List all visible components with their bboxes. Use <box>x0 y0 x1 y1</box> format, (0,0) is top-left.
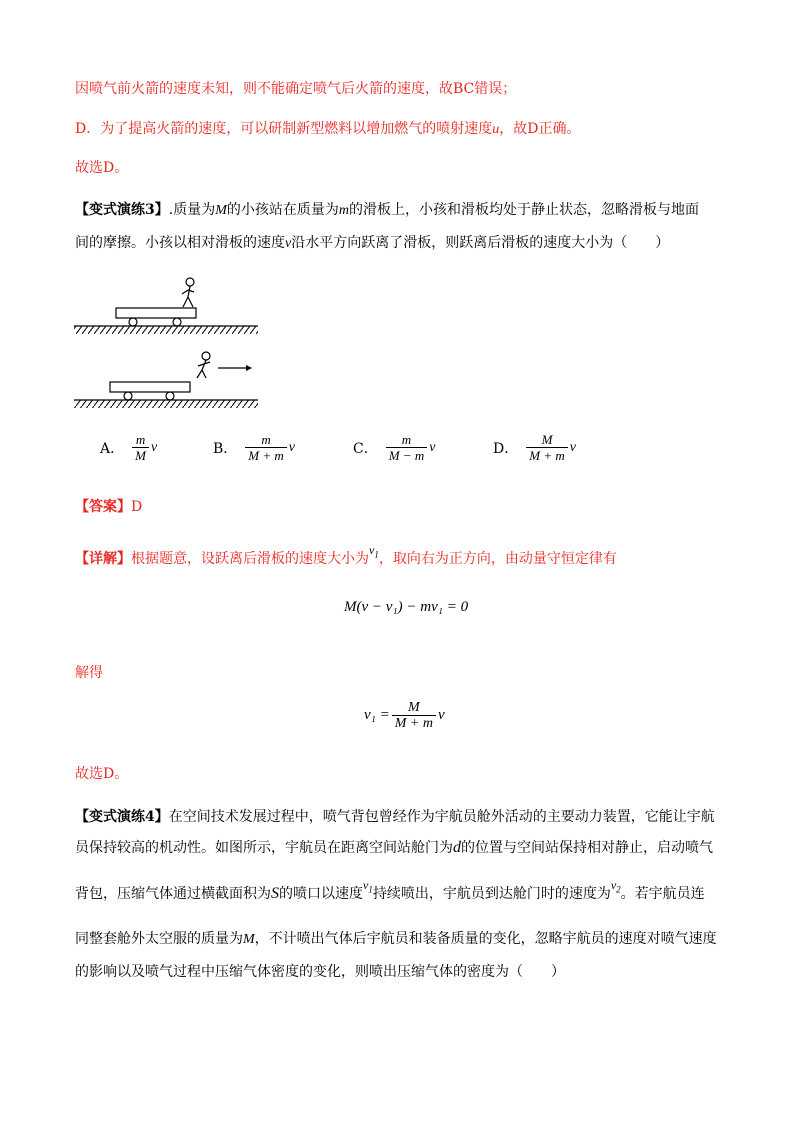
option-c[interactable] <box>353 432 435 463</box>
var-d: d <box>453 839 461 856</box>
explanation-line-2-text: D．为了提高火箭的速度，可以研制新型燃料以增加燃气的喷射速度 <box>75 121 493 137</box>
var-v1 <box>369 543 379 560</box>
denominator: M + m <box>392 715 436 731</box>
q4-text-1: 在空间技术发展过程中，喷气背包曾经作为宇航员舱外活动的主要动力装置，它能让宇航 <box>168 809 715 825</box>
v1-sub: 1 <box>368 884 373 895</box>
ground-hatch <box>74 400 258 408</box>
question-4-line-1 <box>75 807 715 827</box>
child-jumping-icon <box>197 352 210 378</box>
var-v: v <box>285 236 292 251</box>
denominator: M + m <box>245 447 287 463</box>
skateboard-bottom <box>110 382 190 392</box>
wheel-icon <box>166 392 174 400</box>
option-d-fraction <box>526 432 568 463</box>
option-d-var: v <box>569 439 576 455</box>
result-lhs: v₁ = <box>364 707 390 723</box>
question-3-line-2 <box>75 233 669 254</box>
q4-text-2b: 的位置与空间站保持相对静止，启动喷气 <box>461 840 713 856</box>
wheel-icon <box>129 318 137 326</box>
v2-base: v <box>610 878 617 892</box>
question-4-tag: 【变式演练4】 <box>75 809 169 825</box>
option-d-label: D． <box>493 440 519 457</box>
ground-hatch <box>74 326 258 334</box>
question-4-line-3 <box>75 878 705 908</box>
option-c-label: C． <box>353 440 378 457</box>
option-b[interactable] <box>213 432 295 463</box>
numerator: m <box>401 432 412 447</box>
conclusion-line: 故选D。 <box>75 766 129 782</box>
q3-text-b: 的小孩站在质量为 <box>226 202 339 218</box>
wheel-icon <box>173 318 181 326</box>
var-S: S <box>271 885 279 902</box>
v1-base: v <box>369 543 375 557</box>
var-v1 <box>363 878 373 895</box>
q3-text-e: 沿水平方向跃离了滑板，则跃离后滑板的速度大小为（ ） <box>291 235 670 251</box>
result-fraction <box>392 700 436 731</box>
q4-text-3c: 持续喷出，宇航员到达舱门时的速度为 <box>372 886 611 902</box>
numerator: m <box>261 432 271 447</box>
q4-text-3a: 背包，压缩气体通过横截面积为 <box>75 886 271 902</box>
denominator: M + m <box>526 447 568 463</box>
answer-tag: 【答案】 <box>75 499 131 515</box>
question-3-tag: 【变式演练3】 <box>75 202 169 218</box>
question-4-line-4 <box>75 929 717 950</box>
explanation-conclusion: 故选D。 <box>75 160 129 176</box>
question-4-line-5: 的影响以及喷气过程中压缩气体密度的变化，则喷出压缩气体的密度为（ ） <box>75 964 565 980</box>
scene-after <box>74 352 258 408</box>
detail-tag: 【详解】 <box>75 551 131 567</box>
detail-text-a: 根据题意，设跃离后滑板的速度大小为 <box>131 551 369 567</box>
denominator: M − m <box>386 447 428 463</box>
v1-base: v <box>363 878 369 892</box>
arrow-head-icon <box>246 365 252 371</box>
v1-sub: 1 <box>374 549 379 560</box>
skateboard-top <box>116 308 196 318</box>
option-d[interactable] <box>493 432 576 463</box>
var-v2 <box>610 878 621 895</box>
option-c-fraction <box>386 432 428 463</box>
answer-value: D <box>131 499 143 515</box>
q3-text-a: .质量为 <box>168 202 216 218</box>
numerator: M <box>541 432 553 447</box>
option-b-fraction <box>245 432 287 463</box>
var-u: u <box>492 122 500 137</box>
q3-text-d: 间的摩擦。小孩以相对滑板的速度 <box>75 235 285 251</box>
numerator: m <box>135 432 146 447</box>
option-b-label: B． <box>213 440 238 457</box>
q4-text-2a: 员保持较高的机动性。如图所示，宇航员在距离空间站舱门为 <box>75 840 453 856</box>
option-a[interactable] <box>100 432 157 463</box>
numerator: M <box>408 700 420 715</box>
explanation-line-2-tail: ，故D正确。 <box>499 121 581 137</box>
child-standing-icon <box>182 278 194 307</box>
result-var: v <box>437 707 445 723</box>
q3-text-c: 的滑板上，小孩和滑板均处于静止状态，忽略滑板与地面 <box>349 202 699 218</box>
q4-text-4b: ，不计喷出气体后宇航员和装备质量的变化，忽略宇航员的速度对喷气速度 <box>254 931 717 947</box>
option-a-fraction <box>132 432 149 463</box>
question-3-line-1 <box>75 200 699 221</box>
var-m: m <box>338 203 349 218</box>
question-4-line-2 <box>75 838 713 858</box>
answer-line <box>75 497 142 517</box>
skateboard-figure <box>70 270 270 415</box>
option-c-var: v <box>429 439 436 455</box>
v2-sub: 2 <box>616 884 621 895</box>
momentum-equation: M(v − v₁) − mv₁ = 0 <box>344 599 469 615</box>
var-M: M <box>243 932 255 947</box>
denominator: M <box>132 447 149 463</box>
result-equation <box>364 700 445 731</box>
explanation-line-1: 因喷气前火箭的速度未知，则不能确定喷气后火箭的速度，故BC错误； <box>75 81 517 97</box>
q4-text-3d: 。若宇航员连 <box>620 886 705 902</box>
solve-label: 解得 <box>75 665 103 681</box>
var-M: M <box>215 203 227 218</box>
option-b-var: v <box>288 439 296 455</box>
detail-text-b: ，取向右为正方向，由动量守恒定律有 <box>378 551 617 567</box>
q4-text-4a: 同整套舱外太空服的质量为 <box>75 931 243 947</box>
wheel-icon <box>124 392 132 400</box>
explanation-line-2 <box>75 119 580 140</box>
option-a-label: A． <box>100 440 125 457</box>
q4-text-3b: 的喷口以速度 <box>279 886 363 902</box>
scene-before <box>74 278 258 334</box>
option-a-var: v <box>150 439 158 455</box>
detail-line <box>75 543 617 573</box>
